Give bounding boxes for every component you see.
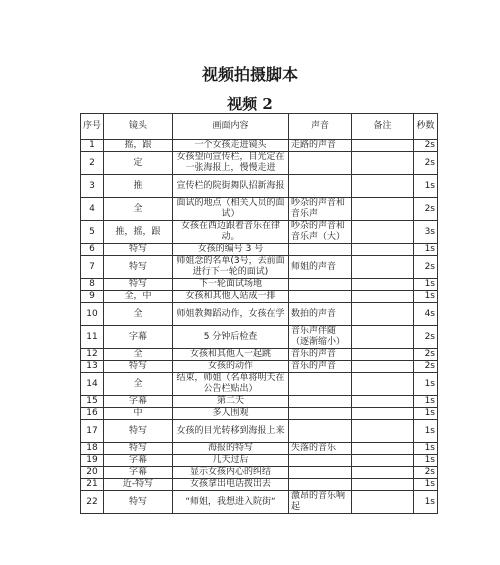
cell-content: 师姐教舞蹈动作，女孩在学 (173, 303, 289, 326)
cell-no: 16 (81, 408, 104, 420)
cell-no: 20 (81, 467, 104, 479)
cell-no: 12 (81, 349, 104, 361)
cell-seconds: 1s (414, 244, 438, 256)
cell-shot: 特写 (104, 361, 173, 373)
cell-content: 几天过后 (173, 455, 289, 467)
cell-shot: 全 (104, 349, 173, 361)
cell-sound (289, 455, 352, 467)
cell-note (352, 349, 414, 361)
cell-content: 多人围观 (173, 408, 289, 420)
cell-shot: 中 (104, 408, 173, 420)
cell-shot: 特写 (104, 244, 173, 256)
cell-shot: 全 (104, 198, 173, 221)
cell-no: 2 (81, 152, 104, 175)
table-header-row (81, 114, 438, 140)
cell-sound (289, 291, 352, 303)
table-row (81, 479, 438, 491)
header-shot: 镜头 (104, 114, 173, 140)
cell-no: 14 (81, 373, 104, 396)
table-row (81, 443, 438, 455)
cell-sound (289, 152, 352, 175)
cell-shot: 推，摇，跟 (104, 221, 173, 244)
table-row (81, 279, 438, 291)
table-row (81, 198, 438, 221)
table-row (81, 349, 438, 361)
cell-content: 女孩望向宣传栏，目光定在一张海报上，慢慢走进 (173, 152, 289, 175)
cell-seconds: 2s (414, 140, 438, 152)
cell-sound (289, 408, 352, 420)
cell-seconds: 1s (414, 373, 438, 396)
cell-sound (289, 467, 352, 479)
cell-shot: 特写 (104, 256, 173, 279)
cell-sound: 师姐的声音 (289, 256, 352, 279)
cell-seconds: 4s (414, 303, 438, 326)
cell-shot: 字幕 (104, 467, 173, 479)
table-row (81, 152, 438, 175)
cell-note (352, 175, 414, 198)
cell-sound (289, 244, 352, 256)
cell-shot: 特写 (104, 491, 173, 514)
cell-content: 海报的特写 (173, 443, 289, 455)
cell-shot: 全 (104, 303, 173, 326)
cell-note (352, 244, 414, 256)
cell-sound: 数拍的声音 (289, 303, 352, 326)
cell-sound (289, 175, 352, 198)
cell-sound: 吵杂的声音和音乐声 (289, 198, 352, 221)
cell-note (352, 455, 414, 467)
cell-note (352, 479, 414, 491)
cell-shot: 字幕 (104, 326, 173, 349)
header-content: 画面内容 (173, 114, 289, 140)
document-title: 视频拍摄脚本 (201, 65, 298, 84)
header-note: 备注 (352, 114, 414, 140)
cell-no: 18 (81, 443, 104, 455)
cell-shot: 特写 (104, 420, 173, 443)
cell-no: 5 (81, 221, 104, 244)
cell-content: 面试的地点（相关人员的面试） (173, 198, 289, 221)
cell-sound: 失落的音乐 (289, 443, 352, 455)
cell-content: 下一轮面试场地 (173, 279, 289, 291)
cell-no: 11 (81, 326, 104, 349)
header-sound: 声音 (289, 114, 352, 140)
cell-shot: 特写 (104, 443, 173, 455)
cell-sound (289, 396, 352, 408)
cell-no: 9 (81, 291, 104, 303)
cell-seconds: 1s (414, 443, 438, 455)
cell-sound: 音乐声伴随（逐渐缩小） (289, 326, 352, 349)
cell-note (352, 140, 414, 152)
cell-content: 女孩和其他人站成一排 (173, 291, 289, 303)
cell-shot: 推 (104, 175, 173, 198)
cell-shot: 近-特写 (104, 479, 173, 491)
cell-note (352, 221, 414, 244)
cell-note (352, 491, 414, 514)
cell-seconds: 1s (414, 455, 438, 467)
cell-sound (289, 373, 352, 396)
cell-seconds: 3s (414, 221, 438, 244)
table-row (81, 303, 438, 326)
cell-seconds: 2s (414, 326, 438, 349)
cell-note (352, 326, 414, 349)
cell-sound (289, 279, 352, 291)
cell-no: 22 (81, 491, 104, 514)
cell-sound: 音乐的声音 (289, 361, 352, 373)
cell-note (352, 373, 414, 396)
cell-no: 21 (81, 479, 104, 491)
cell-seconds: 1s (414, 420, 438, 443)
cell-sound (289, 479, 352, 491)
cell-content: 女孩拿出电话拨出去 (173, 479, 289, 491)
document-subtitle: 视频 2 (227, 95, 273, 113)
cell-shot: 字幕 (104, 396, 173, 408)
table-row (81, 221, 438, 244)
cell-content: 女孩的编号 3 号 (173, 244, 289, 256)
cell-note (352, 152, 414, 175)
cell-sound: 走路的声音 (289, 140, 352, 152)
cell-note (352, 256, 414, 279)
cell-no: 15 (81, 396, 104, 408)
cell-no: 8 (81, 279, 104, 291)
cell-no: 19 (81, 455, 104, 467)
cell-content: 女孩的动作 (173, 361, 289, 373)
cell-seconds: 1s (414, 279, 438, 291)
cell-no: 13 (81, 361, 104, 373)
cell-note (352, 408, 414, 420)
cell-sound: 激昂的音乐响起 (289, 491, 352, 514)
cell-content: 结束，师姐（名单将明天在公告栏贴出） (173, 373, 289, 396)
cell-shot: 全 (104, 373, 173, 396)
table-row (81, 256, 438, 279)
cell-seconds: 2s (414, 198, 438, 221)
cell-shot: 定 (104, 152, 173, 175)
cell-seconds: 2s (414, 152, 438, 175)
header-no: 序号 (81, 114, 104, 140)
cell-content: 师姐念的名单(3号，去前面进行下一轮的面试) (173, 256, 289, 279)
cell-seconds: 2s (414, 467, 438, 479)
cell-note (352, 198, 414, 221)
cell-note (352, 467, 414, 479)
table-body (81, 140, 438, 514)
cell-sound (289, 420, 352, 443)
cell-no: 6 (81, 244, 104, 256)
cell-content: 一个女孩走进镜头 (173, 140, 289, 152)
cell-seconds: 1s (414, 396, 438, 408)
cell-note (352, 279, 414, 291)
cell-no: 3 (81, 175, 104, 198)
cell-no: 7 (81, 256, 104, 279)
cell-shot: 摇，跟 (104, 140, 173, 152)
cell-content: 5 分钟后检查 (173, 326, 289, 349)
cell-content: 女孩和其他人一起跳 (173, 349, 289, 361)
table-row (81, 373, 438, 396)
cell-shot: 字幕 (104, 455, 173, 467)
table-row (81, 408, 438, 420)
cell-shot: 全，中 (104, 291, 173, 303)
table-row (81, 175, 438, 198)
table-row (81, 244, 438, 256)
table-row (81, 361, 438, 373)
cell-seconds: 2s (414, 256, 438, 279)
cell-content: 女孩在西边跟着音乐在律动。 (173, 221, 289, 244)
cell-note (352, 361, 414, 373)
cell-seconds: 1s (414, 491, 438, 514)
header-seconds: 秒数 (414, 114, 438, 140)
cell-no: 4 (81, 198, 104, 221)
cell-note (352, 303, 414, 326)
cell-content: 宣传栏的院街舞队招新海报 (173, 175, 289, 198)
cell-seconds: 1s (414, 479, 438, 491)
shooting-script-table (80, 113, 438, 514)
cell-seconds: 1s (414, 175, 438, 198)
table-row (81, 326, 438, 349)
table-row (81, 291, 438, 303)
cell-content: 第二天 (173, 396, 289, 408)
cell-no: 17 (81, 420, 104, 443)
table-row (81, 467, 438, 479)
cell-seconds: 1s (414, 408, 438, 420)
table-row (81, 420, 438, 443)
cell-note (352, 420, 414, 443)
cell-shot: 特写 (104, 279, 173, 291)
table-row (81, 455, 438, 467)
cell-seconds: 1s (414, 291, 438, 303)
cell-seconds: 2s (414, 361, 438, 373)
cell-no: 10 (81, 303, 104, 326)
cell-note (352, 396, 414, 408)
cell-no: 1 (81, 140, 104, 152)
cell-content: 显示女孩内心的纠结 (173, 467, 289, 479)
cell-sound: 吵杂的声音和音乐声（大） (289, 221, 352, 244)
cell-seconds: 2s (414, 349, 438, 361)
cell-content: 女孩的目光转移到海报上来 (173, 420, 289, 443)
table-row (81, 396, 438, 408)
cell-sound: 音乐的声音 (289, 349, 352, 361)
cell-content: “师姐，我想进入院街“ (173, 491, 289, 514)
cell-note (352, 443, 414, 455)
table-row (81, 491, 438, 514)
table-row (81, 140, 438, 152)
cell-note (352, 291, 414, 303)
